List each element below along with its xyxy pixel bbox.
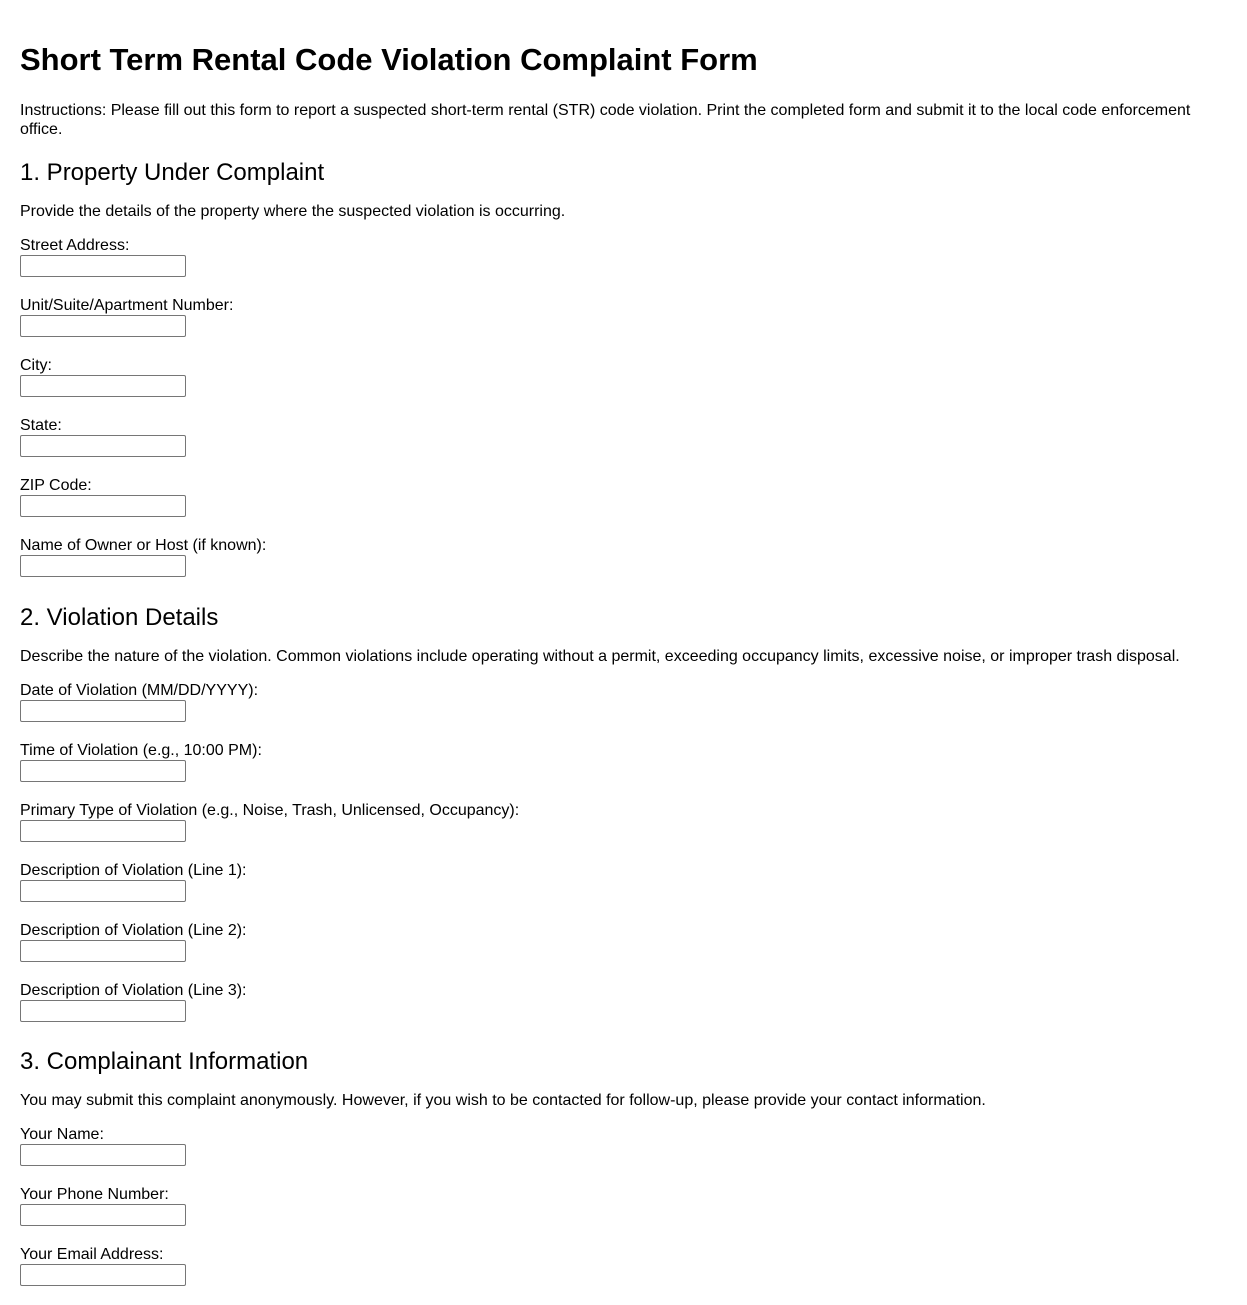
violation-time-label: Time of Violation (e.g., 10:00 PM):: [20, 742, 262, 759]
owner-host-name-label: Name of Owner or Host (if known):: [20, 537, 267, 554]
violation-description-line2-input[interactable]: [20, 940, 186, 962]
section-description: You may submit this complaint anonymously. However, if you wish to be contacted for follow-up, please provide your contact information.: [20, 1092, 986, 1109]
violation-description-line1-field: [20, 861, 1227, 921]
street-address-field: [20, 236, 1227, 296]
state-input[interactable]: [20, 435, 186, 457]
section-heading: 1. Property Under Complaint: [20, 159, 325, 186]
complainant-name-field: [20, 1125, 1227, 1185]
section-property-under-complaint: [20, 159, 1227, 596]
zip-code-field: [20, 476, 1227, 536]
form-instructions: Instructions: Please fill out this form to report a suspected short-term rental (STR) code violation. Print the completed form and submit it to the local code enforcement office.: [20, 102, 1191, 138]
section-heading: 3. Complainant Information: [20, 1048, 309, 1075]
complainant-phone-field: [20, 1185, 1227, 1245]
section-description: Describe the nature of the violation. Common violations include operating without a permit, exceeding occupancy limits, excessive noise, or improper trash disposal.: [20, 648, 1180, 665]
violation-time-input[interactable]: [20, 760, 186, 782]
violation-description-line2-field: [20, 921, 1227, 981]
violation-description-line3-field: [20, 981, 1227, 1041]
complainant-email-label: Your Email Address:: [20, 1246, 164, 1263]
unit-number-label: Unit/Suite/Apartment Number:: [20, 297, 234, 314]
page-title: Short Term Rental Code Violation Complaint Form: [20, 42, 758, 77]
violation-date-field: [20, 681, 1227, 741]
complainant-name-input[interactable]: [20, 1144, 186, 1166]
violation-description-line1-input[interactable]: [20, 880, 186, 902]
complainant-email-input[interactable]: [20, 1264, 186, 1286]
violation-time-field: [20, 741, 1227, 801]
violation-description-line3-input[interactable]: [20, 1000, 186, 1022]
violation-date-input[interactable]: [20, 700, 186, 722]
violation-type-input[interactable]: [20, 820, 186, 842]
violation-type-label: Primary Type of Violation (e.g., Noise, Trash, Unlicensed, Occupancy):: [20, 802, 520, 819]
violation-description-line1-label: Description of Violation (Line 1):: [20, 862, 247, 879]
complainant-phone-input[interactable]: [20, 1204, 186, 1226]
state-field: [20, 416, 1227, 476]
complainant-phone-label: Your Phone Number:: [20, 1186, 169, 1203]
violation-description-line2-label: Description of Violation (Line 2):: [20, 922, 247, 939]
section-complainant-information: [20, 1048, 1227, 1305]
city-input[interactable]: [20, 375, 186, 397]
city-field: [20, 356, 1227, 416]
violation-description-line3-label: Description of Violation (Line 3):: [20, 982, 247, 999]
unit-number-input[interactable]: [20, 315, 186, 337]
state-label: State:: [20, 417, 62, 434]
section-violation-details: [20, 604, 1227, 1041]
owner-host-name-input[interactable]: [20, 555, 186, 577]
street-address-label: Street Address:: [20, 237, 130, 254]
section-heading: 2. Violation Details: [20, 604, 219, 631]
complainant-name-label: Your Name:: [20, 1126, 104, 1143]
zip-code-input[interactable]: [20, 495, 186, 517]
zip-code-label: ZIP Code:: [20, 477, 92, 494]
complainant-email-field: [20, 1245, 1227, 1305]
violation-type-field: [20, 801, 1227, 861]
violation-date-label: Date of Violation (MM/DD/YYYY):: [20, 682, 259, 699]
section-description: Provide the details of the property where the suspected violation is occurring.: [20, 203, 566, 220]
street-address-input[interactable]: [20, 255, 186, 277]
owner-host-name-field: [20, 536, 1227, 596]
unit-number-field: [20, 296, 1227, 356]
city-label: City:: [20, 357, 52, 374]
